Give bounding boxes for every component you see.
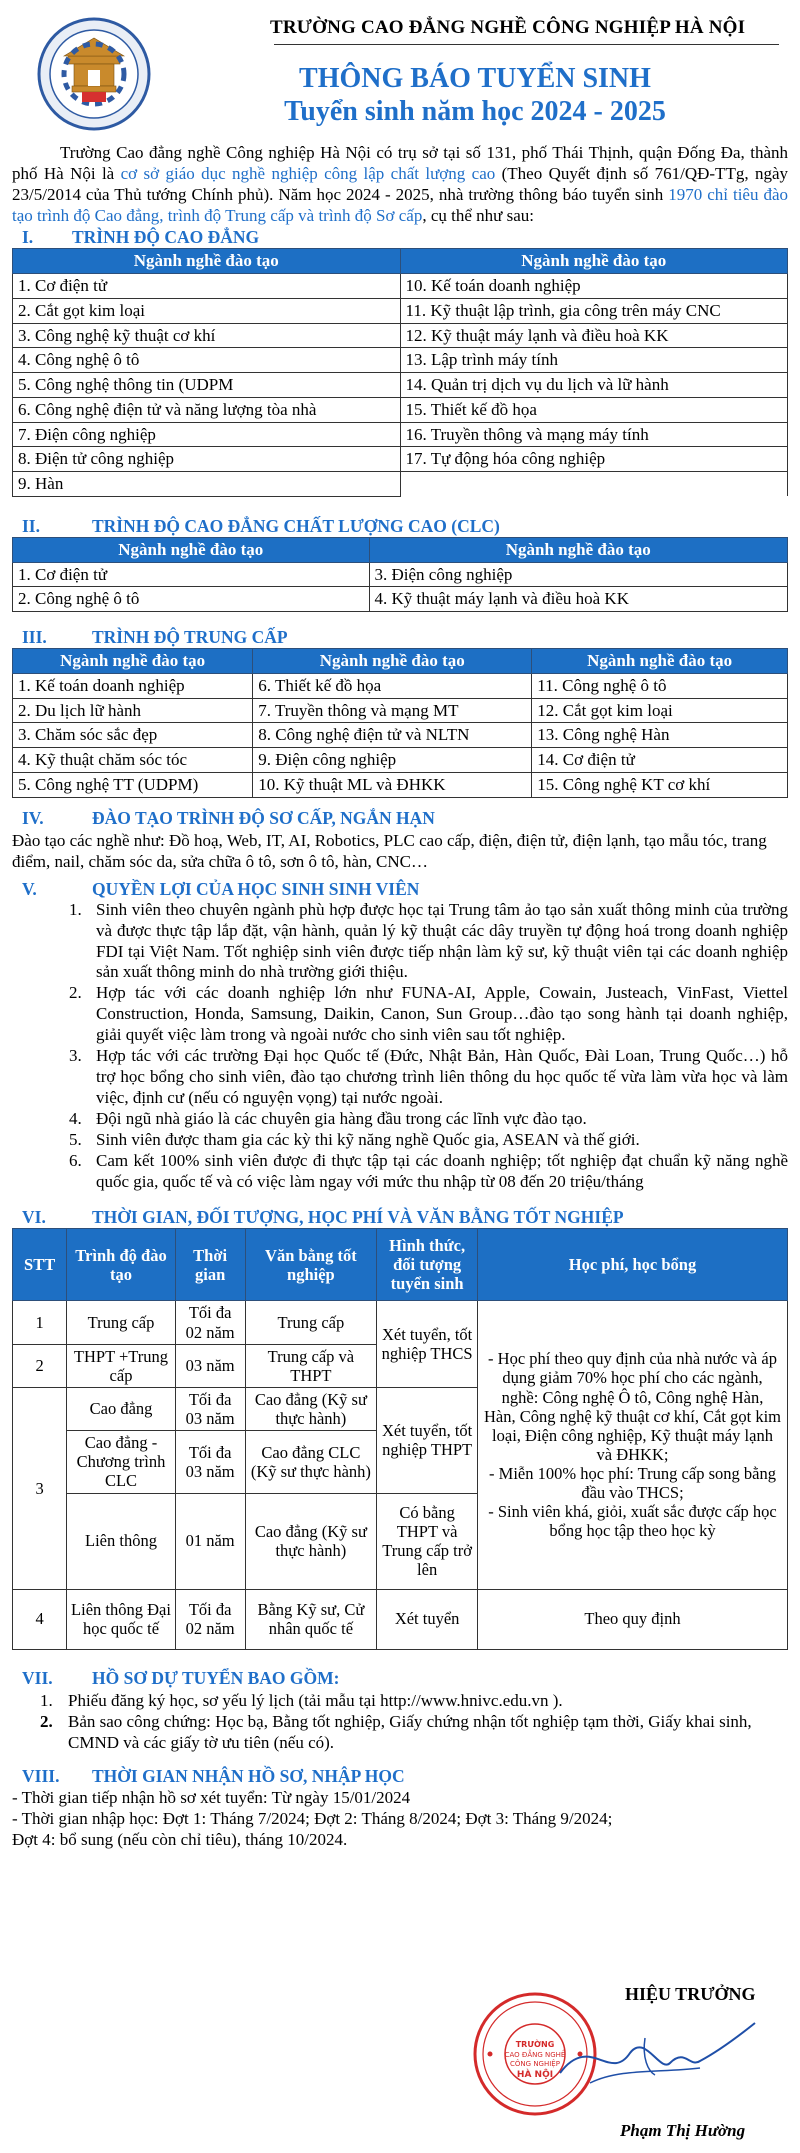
svg-text:TRƯỜNG: TRƯỜNG: [515, 2040, 555, 2049]
degree-cell: Cao đẳng (Kỹ sư thực hành): [245, 1493, 377, 1589]
table-header: Ngành nghề đào tạo: [13, 249, 401, 274]
level-cell: THPT +Trung cấp: [67, 1344, 176, 1387]
table-row: [13, 562, 788, 587]
time-cell: Tối đa 03 năm: [175, 1431, 245, 1493]
schedule-line: - Thời gian nhập học: Đợt 1: Tháng 7/2024; Đợt 2: Tháng 8/2024; Đợt 3: Tháng 9/2024;: [12, 1808, 613, 1828]
list-item: 3. Hợp tác với các trường Đại học Quốc tế (Đức, Nhật Bản, Hàn Quốc, Đài Loan, Trung Quốc…) hỗ trợ học bổng cho sinh viên, đào tạo chương trình liên thông du học quốc tế vừa làm vừa học và làm việc, định cư (nếu có nguyện vọng) tại nước ngoài.: [86, 1046, 788, 1109]
table-cell: 6. Công nghệ điện tử và năng lượng tòa nhà: [13, 397, 401, 422]
section-6-number: VI.: [22, 1207, 46, 1228]
section-6-heading: THỜI GIAN, ĐỐI TƯỢNG, HỌC PHÍ VÀ VĂN BẰNG TỐT NGHIỆP: [92, 1207, 624, 1228]
section-4-heading: ĐÀO TẠO TRÌNH ĐỘ SƠ CẤP, NGẮN HẠN: [92, 808, 435, 829]
table-cell: 12. Kỹ thuật máy lạnh và điều hoà KK: [400, 323, 788, 348]
section-7-title: [12, 1668, 788, 1690]
section-3-title: [12, 626, 788, 648]
table-cell: 15. Thiết kế đồ họa: [400, 397, 788, 422]
svg-text:CÔNG NGHIỆP: CÔNG NGHIỆP: [510, 2060, 560, 2068]
table-row: [13, 698, 788, 723]
table-cell: 5. Công nghệ TT (UDPM): [13, 772, 253, 797]
table-cell: 5. Công nghệ thông tin (UDPM: [13, 373, 401, 398]
header: [12, 10, 788, 142]
time-cell: 03 năm: [175, 1344, 245, 1387]
intro-highlight-2: 1970 chỉ tiêu đào tạo trình độ Cao đẳng, trình độ Trung cấp và trình độ Sơ cấp: [12, 185, 788, 226]
table-header: Ngành nghề đào tạo: [13, 537, 370, 562]
table-cell: 11. Kỹ thuật lập trình, gia công trên máy CNC: [400, 298, 788, 323]
intro-text-2: (Theo Quyết định số 761/QĐ-TTg, ngày 23/5/2014 của Thủ tướng Chính phủ). Năm học 2024 - 2025, nhà trường thông báo tuyển sinh: [12, 164, 788, 205]
table-cell: 17. Tự động hóa công nghiệp: [400, 447, 788, 472]
table-header: Ngành nghề đào tạo: [253, 649, 532, 674]
table-header: Học phí, học bổng: [478, 1229, 788, 1301]
level-cell: Liên thông: [67, 1493, 176, 1589]
signature-icon: [550, 2013, 760, 2103]
stt-cell: 4: [13, 1589, 67, 1649]
table-cell: 1. Cơ điện tử: [13, 274, 401, 299]
section-1-number: I.: [22, 227, 34, 248]
degree-cell: Trung cấp: [245, 1301, 377, 1344]
section-8-heading: THỜI GIAN NHẬN HỒ SƠ, NHẬP HỌC: [92, 1765, 405, 1786]
table-row: [13, 422, 788, 447]
intro-highlight-1: cơ sở giáo dục nghề nghiệp công lập chất lượng cao: [120, 164, 496, 184]
list-text: Phiếu đăng ký học, sơ yếu lý lịch (tải mẫu tại http://www.hnivc.edu.vn ).: [68, 1690, 563, 1710]
table-cell: 8. Công nghệ điện tử và NLTN: [253, 723, 532, 748]
list-text: Bản sao công chứng: Học bạ, Bằng tốt nghiệp, Giấy chứng nhận tốt nghiệp tạm thời, Giấy khai sinh, CMND và các giấy tờ ưu tiên (nếu có).: [68, 1711, 752, 1752]
fees-table: [12, 1228, 788, 1649]
section-1-title: [12, 226, 788, 248]
section-7-number: VII.: [22, 1668, 53, 1689]
table-cell: 4. Kỹ thuật chăm sóc tóc: [13, 748, 253, 773]
notice-subtitle: Tuyển sinh năm học 2024 - 2025: [284, 96, 666, 128]
section-3-heading: TRÌNH ĐỘ TRUNG CẤP: [92, 626, 288, 647]
table-row: [13, 348, 788, 373]
section-3-number: III.: [22, 626, 47, 647]
level-cell: Cao đẳng - Chương trình CLC: [67, 1431, 176, 1493]
time-cell: 01 năm: [175, 1493, 245, 1589]
table-row: [13, 397, 788, 422]
table-row: [13, 298, 788, 323]
section-1-heading: TRÌNH ĐỘ CAO ĐẲNG: [72, 227, 260, 248]
form-cell: Xét tuyển, tốt nghiệp THCS: [377, 1301, 478, 1388]
table-header: Ngành nghề đào tạo: [13, 649, 253, 674]
section-2-number: II.: [22, 515, 40, 536]
table-cell: 10. Kế toán doanh nghiệp: [400, 274, 788, 299]
clc-majors-table: [12, 537, 788, 612]
degree-cell: Trung cấp và THPT: [245, 1344, 377, 1387]
intro-paragraph: [12, 142, 788, 226]
table-row: [13, 274, 788, 299]
table-cell: 12. Cắt gọt kim loại: [532, 698, 788, 723]
degree-cell: Cao đẳng CLC (Kỹ sư thực hành): [245, 1431, 377, 1493]
college-majors-table: [12, 248, 788, 497]
section-8-number: VIII.: [22, 1765, 60, 1786]
degree-cell: Bằng Kỹ sư, Cử nhân quốc tế: [245, 1589, 377, 1649]
table-header: Hình thức, đối tượng tuyển sinh: [377, 1229, 478, 1301]
table-row: [13, 673, 788, 698]
fee-cell: Theo quy định: [478, 1589, 788, 1649]
stt-cell: 2: [13, 1344, 67, 1387]
principal-name: Phạm Thị Hường: [620, 2121, 746, 2140]
table-header: Ngành nghề đào tạo: [369, 537, 788, 562]
table-cell: 3. Chăm sóc sắc đẹp: [13, 723, 253, 748]
list-index: 2.: [40, 1711, 53, 1731]
section-5-title: [12, 878, 788, 900]
notice-title: THÔNG BÁO TUYỂN SINH: [299, 63, 651, 94]
table-row: [13, 447, 788, 472]
section-5-heading: QUYỀN LỢI CỦA HỌC SINH SINH VIÊN: [92, 878, 420, 899]
table-header: Trình độ đào tạo: [67, 1229, 176, 1301]
level-cell: Liên thông Đại học quốc tế: [67, 1589, 176, 1649]
table-row: [13, 1589, 788, 1649]
table-cell: 13. Công nghệ Hàn: [532, 723, 788, 748]
intro-text-3: , cụ thể như sau:: [422, 206, 535, 226]
table-row: [13, 587, 788, 612]
time-cell: Tối đa 02 năm: [175, 1301, 245, 1344]
table-cell: 1. Kế toán doanh nghiệp: [13, 673, 253, 698]
table-cell: 2. Công nghệ ô tô: [13, 587, 370, 612]
table-cell: 8. Điện tử công nghiệp: [13, 447, 401, 472]
form-cell: Xét tuyển: [377, 1589, 478, 1649]
table-row: [13, 748, 788, 773]
intermediate-majors-table: [12, 648, 788, 798]
table-cell: 15. Công nghệ KT cơ khí: [532, 772, 788, 797]
table-cell: 3. Điện công nghiệp: [369, 562, 788, 587]
list-item: [40, 1711, 788, 1753]
table-cell: 9. Điện công nghiệp: [253, 748, 532, 773]
table-cell: 3. Công nghệ kỹ thuật cơ khí: [13, 323, 401, 348]
table-header: Văn bằng tốt nghiệp: [245, 1229, 377, 1301]
table-row: [13, 723, 788, 748]
list-item: 6. Cam kết 100% sinh viên được đi thực tập tại các doanh nghiệp; tốt nghiệp đạt chuẩn kỹ năng nghề quốc gia, quốc tế và có việc làm ngay với mức thu nhập từ 08 đến 20 triệu/tháng: [86, 1151, 788, 1193]
list-item: 5. Sinh viên được tham gia các kỳ thi kỹ năng nghề Quốc gia, ASEAN và thế giới.: [86, 1130, 788, 1151]
intro-text-1: Trường Cao đẳng nghề Công nghiệp Hà Nội có trụ sở tại số 131, phố Thái Thịnh, quận Đống Đa, thành phố Hà Nội là: [12, 143, 788, 184]
form-cell: Có bằng THPT và Trung cấp trở lên: [377, 1493, 478, 1589]
table-cell: 4. Kỹ thuật máy lạnh và điều hoà KK: [369, 587, 788, 612]
schedule-line: Đợt 4: bổ sung (nếu còn chỉ tiêu), tháng 10/2024.: [12, 1829, 348, 1849]
table-cell: 9. Hàn: [13, 472, 401, 497]
table-header: Thời gian: [175, 1229, 245, 1301]
table-cell: 1. Cơ điện tử: [13, 562, 370, 587]
table-cell: 11. Công nghệ ô tô: [532, 673, 788, 698]
list-index: 1.: [40, 1690, 53, 1710]
stt-cell: 1: [13, 1301, 67, 1344]
signature-block: [470, 1983, 770, 2148]
list-item: 4. Đội ngũ nhà giáo là các chuyên gia hàng đầu trong các lĩnh vực đào tạo.: [86, 1109, 788, 1130]
table-row: [13, 472, 788, 497]
table-cell: 16. Truyền thông và mạng máy tính: [400, 422, 788, 447]
table-cell: 14. Quản trị dịch vụ du lịch và lữ hành: [400, 373, 788, 398]
table-header: STT: [13, 1229, 67, 1301]
svg-text:CAO ĐẲNG NGHỀ: CAO ĐẲNG NGHỀ: [504, 2051, 566, 2059]
table-cell: 7. Truyền thông và mạng MT: [253, 698, 532, 723]
stt-cell: 3: [13, 1387, 67, 1589]
level-cell: Cao đẳng: [67, 1387, 176, 1430]
table-row: [13, 1301, 788, 1344]
section-2-heading: TRÌNH ĐỘ CAO ĐẲNG CHẤT LƯỢNG CAO (CLC): [92, 515, 500, 536]
table-header: Ngành nghề đào tạo: [400, 249, 788, 274]
section-4-number: IV.: [22, 808, 44, 829]
time-cell: Tối đa 03 năm: [175, 1387, 245, 1430]
svg-text:HÀ NỘI: HÀ NỘI: [516, 2070, 554, 2080]
section-2-title: [12, 515, 788, 537]
fee-policy-cell: - Học phí theo quy định của nhà nước và áp dụng giảm 70% học phí cho các ngành, nghề: Công nghệ Ô tô, Công nghệ Hàn, Hàn, Công nghệ kỹ thuật cơ khí, Cắt gọt kim loại, Điện công nghiệp, Kỹ thuật máy lạnh và ĐHKK; - Miễn 100% học phí: Trung cấp song bằng đầu vào THCS; - Sinh viên khá, giỏi, xuất sắc được cấp học bổng học tập theo học kỳ: [478, 1301, 788, 1589]
table-row: [13, 323, 788, 348]
form-cell: Xét tuyển, tốt nghiệp THPT: [377, 1387, 478, 1493]
section-5-number: V.: [22, 878, 37, 899]
table-cell: 10. Kỹ thuật ML và ĐHKK: [253, 772, 532, 797]
school-name: TRƯỜNG CAO ĐẲNG NGHỀ CÔNG NGHIỆP HÀ NỘI: [270, 17, 746, 38]
degree-cell: Cao đẳng (Kỹ sư thực hành): [245, 1387, 377, 1430]
schedule-line: - Thời gian tiếp nhận hồ sơ xét tuyển: Từ ngày 15/01/2024: [12, 1787, 411, 1807]
table-row: [13, 373, 788, 398]
principal-title: HIỆU TRƯỞNG: [625, 1984, 756, 2004]
section-6-title: [12, 1206, 788, 1228]
section-4-title: [12, 808, 788, 830]
table-cell: 2. Cắt gọt kim loại: [13, 298, 401, 323]
schedule-block: [12, 1787, 788, 1850]
documents-list: [12, 1690, 788, 1753]
table-header: Ngành nghề đào tạo: [532, 649, 788, 674]
benefits-list: [12, 900, 788, 1193]
table-cell: 14. Cơ điện tử: [532, 748, 788, 773]
table-row: [13, 772, 788, 797]
notice-title-block: [12, 62, 788, 128]
level-cell: Trung cấp: [67, 1301, 176, 1344]
list-item: 1. Sinh viên theo chuyên ngành phù hợp được học tại Trung tâm ảo tạo sản xuất thông minh của trường và được thực tập lắp đặt, vận hành, quản lý kỹ thuật các dây truyền tự động hoá trong doanh nghiệp FDI tại Việt Nam. Tốt nghiệp sinh viên được tiếp nhận làm kỹ sư, kỹ thuật viên tại các doanh nghiệp sản xuất thông minh do nhà trường giới thiệu.: [86, 900, 788, 984]
header-divider: [274, 44, 779, 45]
table-cell: 4. Công nghệ ô tô: [13, 348, 401, 373]
short-course-text: Đào tạo các nghề như: Đồ hoạ, Web, IT, AI, Robotics, PLC cao cấp, điện, điện tử, điện lạnh, tạo mẫu tóc, trang điểm, nail, chăm sóc da, sửa chữa ô tô, sơn ô tô, hàn, CNC…: [12, 830, 767, 871]
table-cell: 2. Du lịch lữ hành: [13, 698, 253, 723]
list-item: 2. Hợp tác với các doanh nghiệp lớn như FUNA-AI, Apple, Cowain, Justeach, VinFast, Viettel Construction, Honda, Samsung, Daikin, Canon, Sun Group…đào tạo song hành tại doanh nghiệp, giải quyết việc làm trong và ngoài nước cho sinh viên sau tốt nghiệp.: [86, 983, 788, 1046]
section-7-heading: HỒ SƠ DỰ TUYỂN BAO GỒM:: [92, 1668, 340, 1689]
table-cell: 6. Thiết kế đồ họa: [253, 673, 532, 698]
table-cell: 7. Điện công nghiệp: [13, 422, 401, 447]
table-cell: [400, 472, 788, 497]
table-cell: 13. Lập trình máy tính: [400, 348, 788, 373]
section-8-title: [12, 1765, 788, 1787]
time-cell: Tối đa 02 năm: [175, 1589, 245, 1649]
list-item: [40, 1690, 788, 1711]
